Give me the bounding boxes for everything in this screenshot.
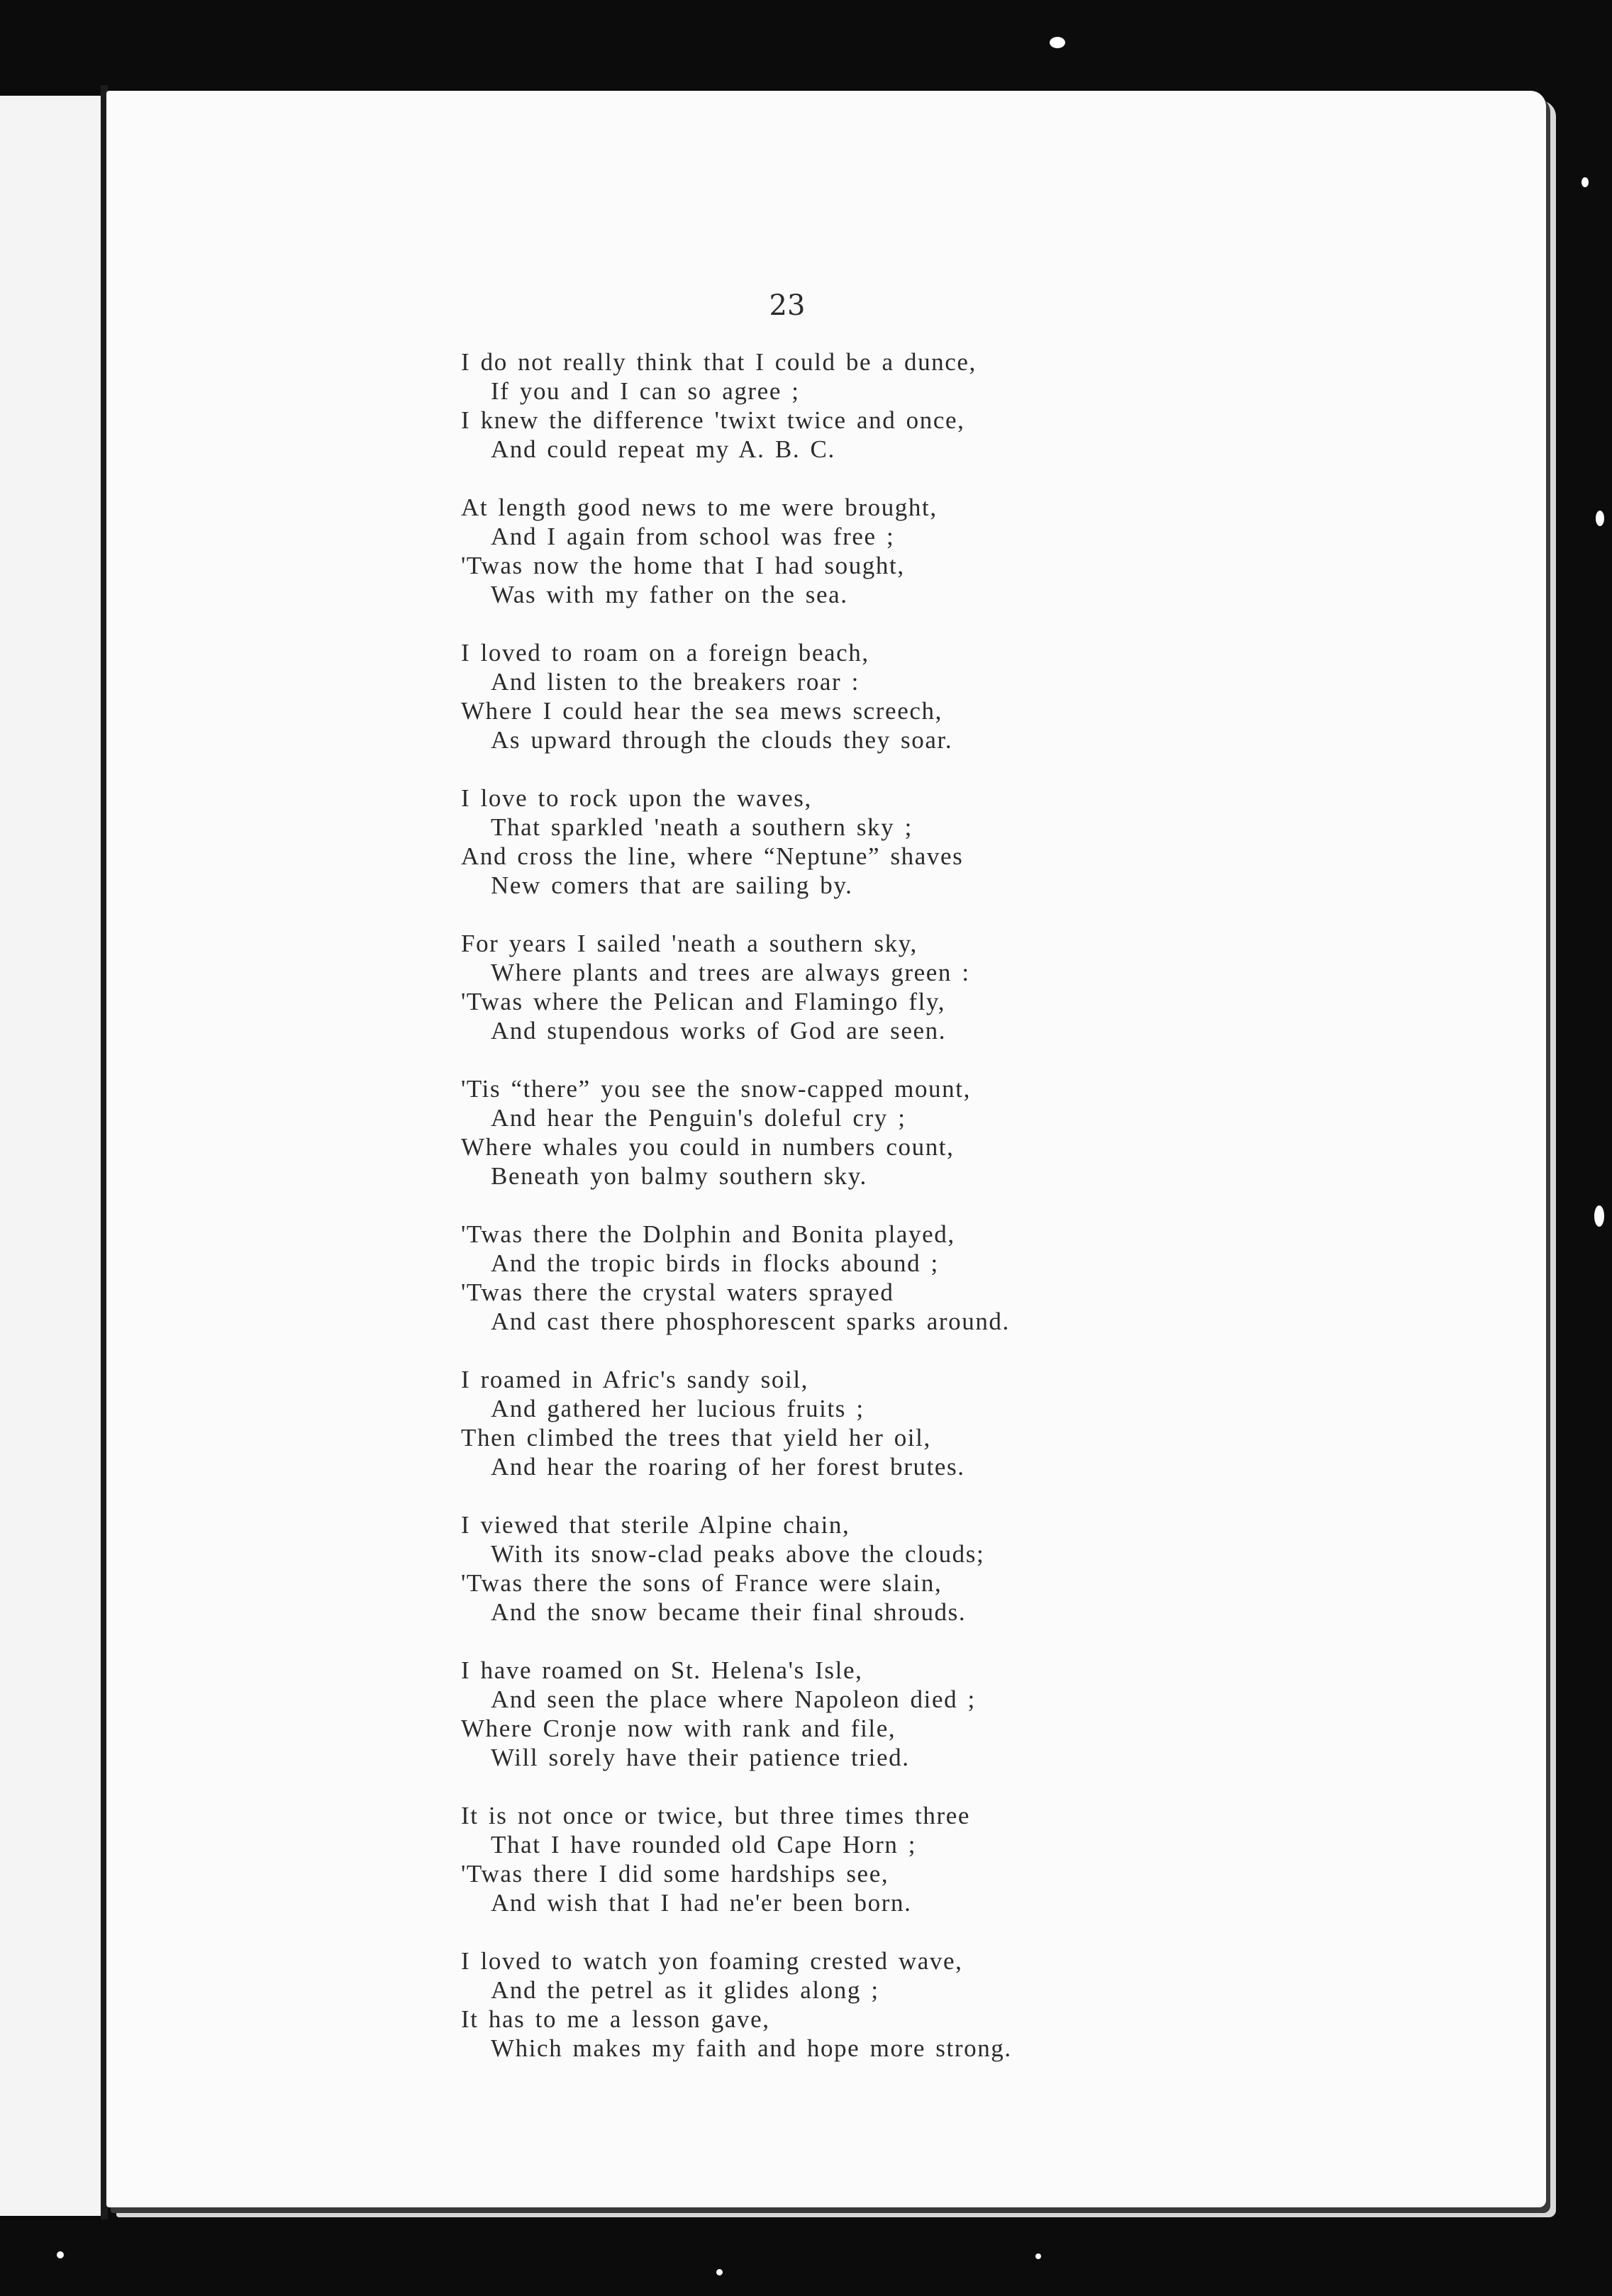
dust-speck — [716, 2269, 723, 2275]
stanza — [461, 347, 1468, 464]
poem-line: And the tropic birds in flocks abound ; — [491, 1249, 939, 1277]
poem-line: And could repeat my A. B. C. — [491, 435, 835, 463]
dust-speck — [57, 2251, 64, 2258]
poem-line: Which makes my faith and hope more strong. — [491, 2034, 1012, 2062]
poem-line: 'Twas there I did some hardships see, — [461, 1860, 889, 1888]
stanza — [461, 493, 1468, 609]
poem-line: I viewed that sterile Alpine chain, — [461, 1511, 850, 1539]
stanza — [461, 1946, 1468, 2063]
poem-line: New comers that are sailing by. — [491, 871, 853, 899]
stanza — [461, 784, 1468, 900]
poem-line: And wish that I had ne'er been born. — [491, 1889, 912, 1917]
poem-line: For years I sailed 'neath a southern sky, — [461, 930, 918, 957]
poem-line: I loved to roam on a foreign beach, — [461, 639, 869, 667]
dust-speck — [1582, 177, 1589, 187]
poem-line: Where Cronje now with rank and file, — [461, 1715, 896, 1742]
poem-line: And the snow became their final shrouds. — [491, 1598, 967, 1626]
poem-line: 'Twas there the Dolphin and Bonita played, — [461, 1220, 955, 1248]
poem-line: 'Twas there the crystal waters sprayed — [461, 1278, 894, 1306]
poem-line: 'Twas there the sons of France were slain, — [461, 1569, 943, 1597]
poem-line: It is not once or twice, but three times three — [461, 1802, 971, 1829]
poem-line: 'Twas now the home that I had sought, — [461, 552, 905, 579]
stanza — [461, 1220, 1468, 1336]
poem-line: I love to rock upon the waves, — [461, 784, 812, 812]
poem-line: Then climbed the trees that yield her oil, — [461, 1424, 931, 1451]
poem-line: It has to me a lesson gave, — [461, 2005, 770, 2033]
dust-speck — [1035, 2253, 1041, 2259]
poem-line: That I have rounded old Cape Horn ; — [491, 1831, 917, 1858]
poem-line: I loved to watch yon foaming crested wave, — [461, 1947, 963, 1975]
stanza — [461, 1801, 1468, 1917]
stanza — [461, 1656, 1468, 1772]
stanza — [461, 638, 1468, 754]
poem-line: And cast there phosphorescent sparks around. — [491, 1308, 1010, 1335]
poem-line: 'Twas where the Pelican and Flamingo fly, — [461, 988, 946, 1015]
poem-line: At length good news to me were brought, — [461, 494, 938, 521]
poem-line: If you and I can so agree ; — [491, 377, 800, 405]
facing-page-edge — [0, 96, 105, 2216]
poem-line: Where I could hear the sea mews screech, — [461, 697, 943, 725]
stanza — [461, 929, 1468, 1045]
page-number: 23 — [769, 289, 806, 322]
poem-line: That sparkled 'neath a southern sky ; — [491, 813, 913, 841]
poem-line: And I again from school was free ; — [491, 523, 895, 550]
poem-line: Beneath yon balmy southern sky. — [491, 1162, 867, 1190]
stanza — [461, 1365, 1468, 1481]
poem-line: 'Tis “there” you see the snow-capped mount, — [461, 1075, 971, 1103]
stanza — [461, 1074, 1468, 1191]
poem-line: With its snow-clad peaks above the clouds; — [491, 1540, 985, 1568]
poem-line: Was with my father on the sea. — [491, 581, 848, 608]
poem-line: Where plants and trees are always green : — [491, 959, 970, 986]
poem-line: I have roamed on St. Helena's Isle, — [461, 1656, 863, 1684]
poem-line: And stupendous works of God are seen. — [491, 1017, 947, 1044]
dust-speck — [1050, 37, 1065, 48]
dust-speck — [1594, 1205, 1604, 1227]
dust-speck — [1596, 511, 1604, 526]
poem-line: And seen the place where Napoleon died ; — [491, 1685, 976, 1713]
poem-line: And gathered her lucious fruits ; — [491, 1395, 865, 1422]
poem-line: And hear the roaring of her forest brutes. — [491, 1453, 965, 1481]
poem-line: I knew the difference 'twixt twice and once, — [461, 406, 965, 434]
poem-line: And cross the line, where “Neptune” shaves — [461, 842, 964, 870]
poem-line: I do not really think that I could be a dunce, — [461, 348, 977, 376]
poem-line: Will sorely have their patience tried. — [491, 1744, 910, 1771]
poem-line: And the petrel as it glides along ; — [491, 1976, 879, 2004]
poem-line: As upward through the clouds they soar. — [491, 726, 953, 754]
poem-line: And listen to the breakers roar : — [491, 668, 860, 696]
poem — [461, 347, 1468, 2092]
poem-line: And hear the Penguin's doleful cry ; — [491, 1104, 906, 1132]
poem-line: I roamed in Afric's sandy soil, — [461, 1366, 808, 1393]
stanza — [461, 1510, 1468, 1627]
poem-line: Where whales you could in numbers count, — [461, 1133, 955, 1161]
